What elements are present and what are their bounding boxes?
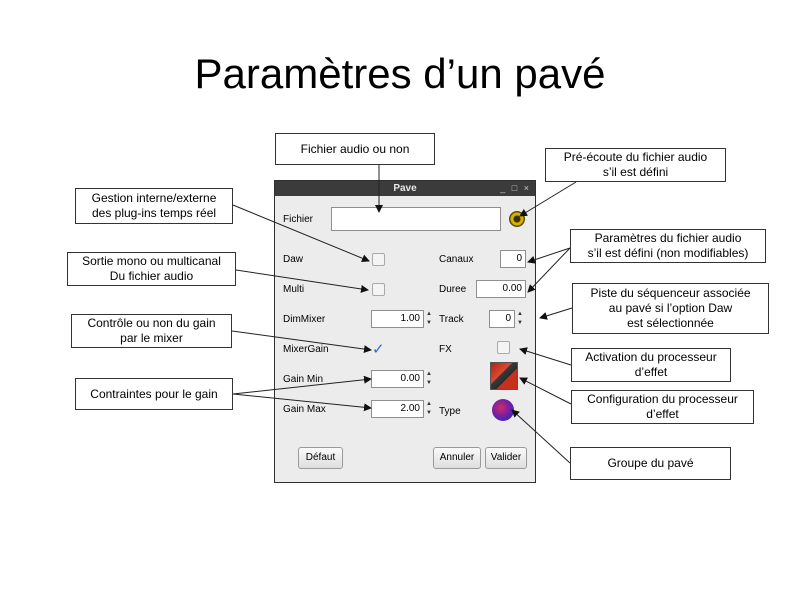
slide-title: Paramètres d’un pavé <box>194 50 606 97</box>
label-gainmin: Gain Min <box>283 374 324 385</box>
spin-down-icon[interactable]: ▼ <box>426 410 432 416</box>
spin-up-icon[interactable]: ▲ <box>426 371 432 377</box>
callout-text: est sélectionnée <box>627 316 714 330</box>
callout-text: d’effet <box>646 407 679 421</box>
multi-checkbox[interactable] <box>372 283 385 296</box>
mixergain-checkbox[interactable]: ✓ <box>372 341 385 358</box>
callout-preecoute <box>545 148 726 182</box>
callout-text: Configuration du processeur <box>587 392 738 406</box>
callout-text: d’effet <box>634 365 668 379</box>
label-multi: Multi <box>283 284 305 295</box>
annuler-button[interactable]: Annuler <box>433 447 481 469</box>
fx-checkbox[interactable] <box>497 341 510 354</box>
label-dimmixer: DimMixer <box>283 314 326 325</box>
callout-text: Gestion interne/externe <box>91 191 217 205</box>
callout-params <box>570 229 766 263</box>
callout-text: Piste du séquenceur associée <box>590 286 751 300</box>
callout-activation <box>571 348 731 382</box>
spin-up-icon[interactable]: ▲ <box>517 311 523 317</box>
label-mixergain: MixerGain <box>283 344 329 355</box>
track-spinner[interactable] <box>516 310 524 328</box>
callout-plugins <box>75 188 233 224</box>
label-fx: FX <box>439 344 452 355</box>
spin-down-icon[interactable]: ▼ <box>517 320 523 326</box>
callout-groupe <box>570 447 731 480</box>
label-gainmax: Gain Max <box>283 404 326 415</box>
track-field[interactable]: 0 <box>489 310 515 328</box>
callout-text: Pré-écoute du fichier audio <box>563 150 708 164</box>
spin-up-icon[interactable]: ▲ <box>426 401 432 407</box>
callout-contraintes <box>75 378 233 410</box>
spin-up-icon[interactable]: ▲ <box>426 311 432 317</box>
gainmin-field[interactable]: 0.00 <box>371 370 424 388</box>
spin-down-icon[interactable]: ▼ <box>426 320 432 326</box>
callout-text: Du fichier audio <box>109 269 194 283</box>
callout-fichier <box>275 133 435 165</box>
callout-configuration <box>571 390 754 424</box>
effect-processor-icon[interactable] <box>490 362 518 390</box>
label-fichier: Fichier <box>283 214 314 225</box>
callout-text: s’il est défini <box>602 165 669 179</box>
duree-field: 0.00 <box>476 280 526 298</box>
valider-button[interactable]: Valider <box>485 447 527 469</box>
daw-checkbox[interactable] <box>372 253 385 266</box>
spin-down-icon[interactable]: ▼ <box>426 380 432 386</box>
gainmin-spinner[interactable] <box>425 370 433 388</box>
callout-text: Activation du processeur <box>585 350 717 364</box>
callout-text: Sortie mono ou multicanal <box>82 254 221 268</box>
gainmax-field[interactable]: 2.00 <box>371 400 424 418</box>
arrow-piste <box>540 308 572 318</box>
window-controls[interactable]: _ □ × <box>500 183 531 193</box>
callout-controle <box>71 314 232 348</box>
pave-dialog <box>274 180 536 483</box>
defaut-button[interactable]: Défaut <box>298 447 343 469</box>
group-color-icon[interactable] <box>492 399 514 421</box>
callout-text: Contraintes pour le gain <box>90 386 218 401</box>
callout-sortie <box>67 252 236 286</box>
label-type: Type <box>439 406 461 417</box>
label-duree: Duree <box>439 284 467 295</box>
canaux-field: 0 <box>500 250 526 268</box>
dialog-titlebar[interactable] <box>275 181 535 196</box>
callout-piste <box>572 283 769 334</box>
speaker-icon[interactable] <box>509 211 525 227</box>
dialog-title: Pave <box>393 183 417 194</box>
callout-text: Groupe du pavé <box>607 456 694 470</box>
callout-text: s’il est défini (non modifiables) <box>587 246 749 260</box>
gainmax-spinner[interactable] <box>425 400 433 418</box>
label-track: Track <box>439 314 464 325</box>
callout-text: par le mixer <box>120 331 183 345</box>
callout-text: Paramètres du fichier audio <box>594 231 742 245</box>
callout-text: Fichier audio ou non <box>300 141 410 156</box>
dimmixer-field[interactable]: 1.00 <box>371 310 424 328</box>
label-canaux: Canaux <box>439 254 474 265</box>
callout-text: au pavé si l’option Daw <box>608 301 733 315</box>
label-daw: Daw <box>283 254 304 265</box>
callout-text: Contrôle ou non du gain <box>87 316 216 330</box>
fichier-input[interactable] <box>331 207 501 231</box>
callout-text: des plug-ins temps réel <box>91 206 217 220</box>
dimmixer-spinner[interactable] <box>425 310 433 328</box>
